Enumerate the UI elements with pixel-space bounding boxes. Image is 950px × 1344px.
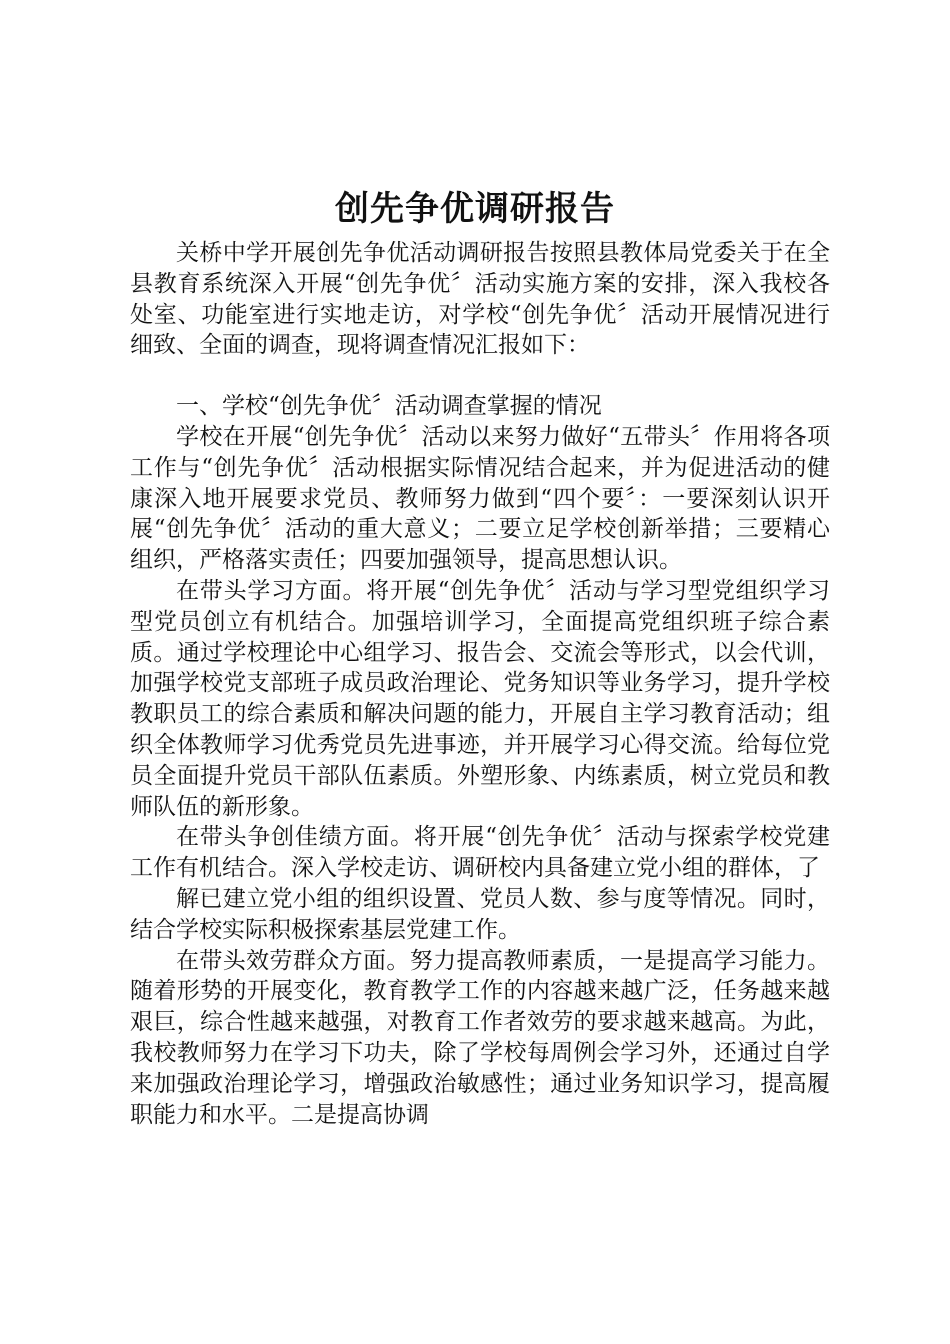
document-body (130, 238, 830, 1130)
body-paragraph: 学校在开展“创先争优〞活动以来努力做好“五带头〞作用将各项工作与“创先争优〞活动根据实际情况结合起来，并为促进活动的健康深入地开展要求党员、教师努力做到“四个要〞：一要深刻认识开展“创先争优〞活动的重大意义；二要立足学校创新举措；三要精心组织，严格落实责任；四要加强领导，提高思想认识。 (130, 423, 830, 574)
section-heading: 一、学校“创先争优〞活动调查掌握的情况 (176, 393, 602, 420)
document-title: 创先争优调研报告 (335, 189, 615, 229)
intro-paragraph: 关桥中学开展创先争优活动调研报告按照县教体局党委关于在全县教育系统深入开展“创先争优〞活动实施方案的安排，深入我校各处室、功能室进行实地走访，对学校“创先争优〞活动开展情况进行细致、全面的调查，现将调查情况汇报如下： (130, 240, 830, 359)
body-paragraph: 在带头学习方面。将开展“创先争优〞活动与学习型党组织学习型党员创立有机结合。加强培训学习，全面提高党组织班子综合素质。通过学校理论中心组学习、报告会、交流会等形式，以会代训，加强学校党支部班子成员政治理论、党务知识等业务学习，提升学校教职员工的综合素质和解决问题的能力，开展自主学习教育活动；组织全体教师学习优秀党员先进事迹，并开展学习心得交流。给每位党员全面提升党员干部队伍素质。外塑形象、内练素质，树立党员和教师队伍的新形象。 (130, 577, 830, 820)
body-paragraph: 在带头效劳群众方面。努力提高教师素质，一是提高学习能力。随着形势的开展变化，教育教学工作的内容越来越广泛，任务越来越艰巨，综合性越来越强，对教育工作者效劳的要求越来越高。为此，我校教师努力在学习下功夫，除了学校每周例会学习外，还通过自学来加强政治理论学习，增强政治敏感性；通过业务知识学习，提高履职能力和水平。二是提高协调 (130, 947, 830, 1128)
body-paragraph: 在带头争创佳绩方面。将开展“创先争优〞活动与探索学校党建工作有机结合。深入学校走访、调研校内具备建立党小组的群体，了 (130, 824, 830, 882)
body-paragraph: 解已建立党小组的组织设置、党员人数、参与度等情况。同时，结合学校实际积极探索基层党建工作。 (130, 885, 830, 943)
